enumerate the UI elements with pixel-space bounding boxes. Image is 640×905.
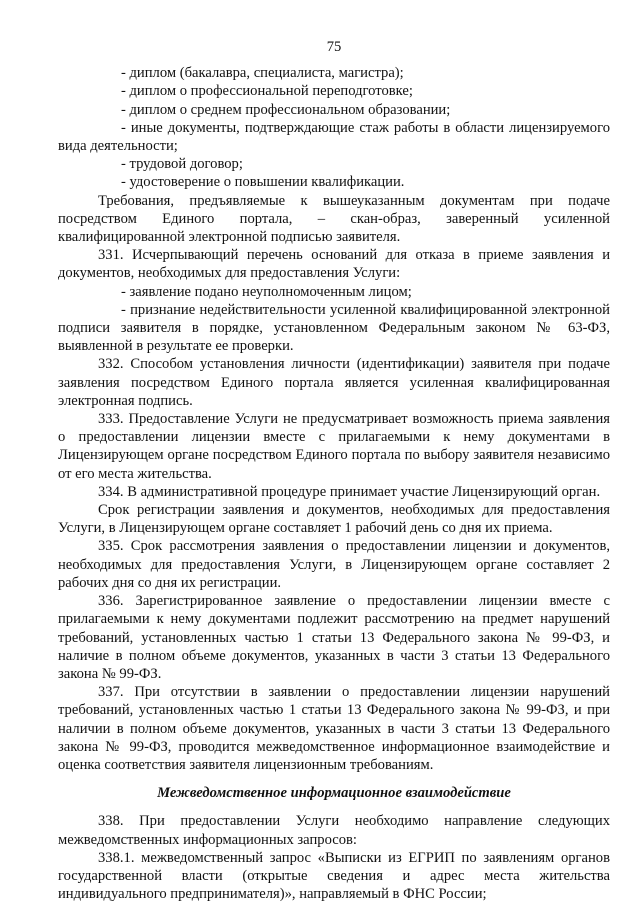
paragraph-registration-term: Срок регистрации заявления и документов, необходимых для предоставления Услуги, в Лицензирующем органе составляет 1 рабочий день со дня их приема.	[58, 502, 610, 537]
paragraph-338: 338. При предоставлении Услуги необходимо направление следующих межведомственных информационных запросов:	[58, 813, 610, 848]
list-item-qualification-certificate: - удостоверение о повышении квалификации.	[121, 174, 405, 191]
paragraph-337: 337. При отсутствии в заявлении о предоставлении лицензии нарушений требований, установленных частью 1 статьи 13 Федерального закона № 99-ФЗ, и при наличии в полном объеме документов, указанных в части 3 статьи 13 Федерального закона № 99-ФЗ, проводится межведомственное информационное взаимодействие и оценка соответствия заявителя лицензионным требованиям.	[58, 684, 610, 773]
document-page	[58, 38, 610, 903]
paragraph-338-1: 338.1. межведомственный запрос «Выписки из ЕГРИП по заявлениям органов государственной власти (открытые сведения и адрес места жительства индивидуального предпринимателя)», направляемый в ФНС России;	[58, 849, 610, 903]
paragraph-331: 331. Исчерпывающий перечень оснований для отказа в приеме заявления и документов, необходимых для предоставления Услуги:	[58, 247, 610, 282]
paragraph-336: 336. Зарегистрированное заявление о предоставлении лицензии вместе с прилагаемыми к нему документами подлежит рассмотрению на предмет нарушений требований, установленных частью 1 статьи 13 Федерального закона № 99-ФЗ, и наличие в полном объеме документов, указанных в части 3 статьи 13 Федерального закона № 99-ФЗ.	[58, 593, 610, 682]
section-heading: Межведомственное информационное взаимодействие	[157, 785, 511, 802]
list-item-other-documents: - иные документы, подтверждающие стаж работы в области лицензируемого вида деятельности;	[58, 119, 610, 155]
paragraph-332: 332. Способом установления личности (идентификации) заявителя при подаче заявления посредством Единого портала является усиленная квалифицированная электронная подпись.	[58, 356, 610, 409]
list-item-diploma-retraining: - диплом о профессиональной переподготовке;	[121, 83, 413, 100]
page-number: 75	[326, 39, 342, 55]
list-item-diploma-secondary: - диплом о среднем профессиональном образовании;	[121, 101, 451, 118]
paragraph-335: 335. Срок рассмотрения заявления о предоставлении лицензии и документов, необходимых для предоставления Услуги, в Лицензирующем органе составляет 2 рабочих дня со дня их регистрации.	[58, 538, 610, 591]
list-item-unauthorized-person: - заявление подано неуполномоченным лицом;	[121, 283, 412, 300]
paragraph-334: 334. В административной процедуре принимает участие Лицензирующий орган.	[98, 483, 601, 500]
list-item-labor-contract: - трудовой договор;	[121, 156, 243, 173]
list-item-invalid-signature: - признание недействительности усиленной квалифицированной электронной подписи заявителя в порядке, установленном Федеральным законом № 63-ФЗ, выявленной в результате ее проверки.	[58, 301, 610, 355]
list-item-diploma-degree: - диплом (бакалавра, специалиста, магистра);	[121, 65, 404, 82]
paragraph-333: 333. Предоставление Услуги не предусматривает возможность приема заявления о предоставлении лицензии вместе с прилагаемыми к нему документами в Лицензирующем органе посредством Единого портала по выбору заявителя независимо от его места жительства.	[58, 411, 610, 482]
paragraph-document-requirements: Требования, предъявляемые к вышеуказанным документам при подаче посредством Единого портала, – скан-образ, заверенный усиленной квалифицированной электронной подписью заявителя.	[58, 192, 610, 246]
